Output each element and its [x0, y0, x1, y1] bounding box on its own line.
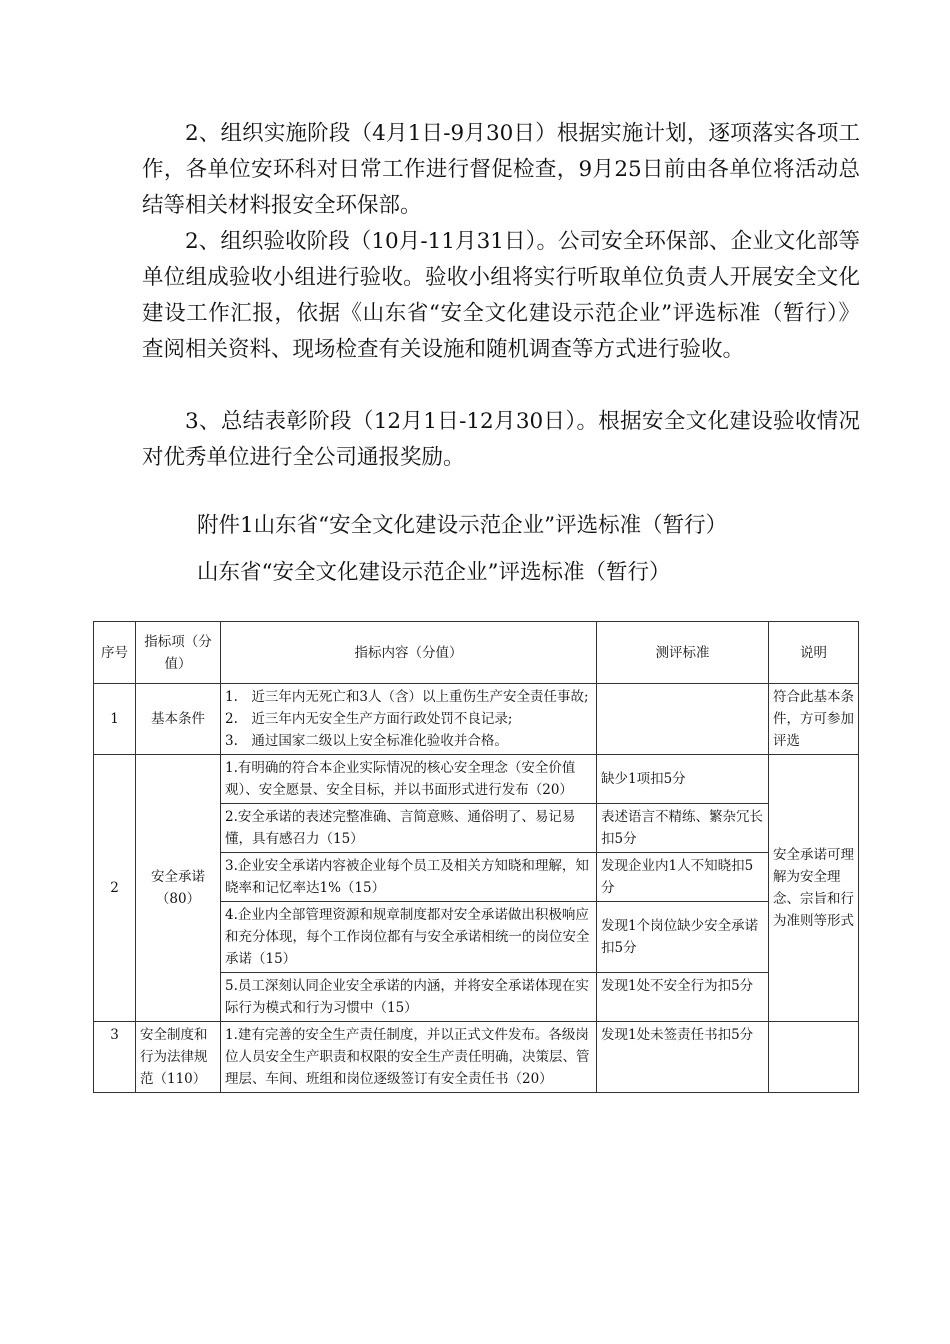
row1-item-2: 2. 近三年内无安全生产方面行政处罚不良记录;: [225, 711, 513, 727]
header-criteria: 测评标准: [597, 622, 769, 684]
row3-indicator: 安全制度和行为法律规范（110）: [136, 1022, 221, 1093]
row2-criteria-4: 发现1个岗位缺少安全承诺扣5分: [597, 902, 769, 973]
paragraph-implementation-stage: 2、组织实施阶段（4月1日-9月30日）根据实施计划，逐项落实各项工作，各单位安环科对日常工作进行督促检查，9月25日前由各单位将活动总结等相关材料报安全环保部。: [142, 121, 860, 218]
row2-no: 2: [94, 755, 136, 1022]
row2-indicator: 安全承诺（80）: [136, 755, 221, 1022]
header-note: 说明: [769, 622, 859, 684]
row1-criteria: [597, 684, 769, 755]
table-row: [94, 755, 859, 804]
paragraph-acceptance-stage: 2、组织验收阶段（10月-11月31日）。公司安全环保部、企业文化部等单位组成验收小组进行验收。验收小组将实行听取单位负责人开展安全文化建设工作汇报，依据《山东省“安全文化建设示范企业”评选标准（暂行）》查阅相关资料、现场检查有关设施和随机调查等方式进行验收。: [142, 229, 860, 362]
table-row: [94, 1022, 859, 1093]
header-no: 序号: [94, 622, 136, 684]
row3-content: 1.建有完善的安全生产责任制度，并以正式文件发布。各级岗位人员安全生产职责和权限的安全生产责任明确，决策层、管理层、车间、班组和岗位逐级签订有安全责任书（20）: [221, 1022, 597, 1093]
row2-criteria-3: 发现企业内1人不知晓扣5分: [597, 853, 769, 902]
criteria-table: [93, 621, 859, 1093]
row2-criteria-1: 缺少1项扣5分: [597, 755, 769, 804]
attachment-heading: 附件1山东省“安全文化建设示范企业”评选标准（暂行）: [197, 513, 728, 538]
table-header-row: [94, 622, 859, 684]
table-title: 山东省“安全文化建设示范企业”评选标准（暂行）: [197, 560, 671, 585]
row1-indicator: 基本条件: [136, 684, 221, 755]
row2-criteria-5: 发现1处不安全行为扣5分: [597, 973, 769, 1022]
table-row: [94, 684, 859, 755]
row2-content-3: 3.企业安全承诺内容被企业每个员工及相关方知晓和理解，知晓率和记忆率达1%（15）: [221, 853, 597, 902]
row3-note: [769, 1022, 859, 1093]
row2-content-2: 2.安全承诺的表述完整准确、言简意赅、通俗明了、易记易懂，具有感召力（15）: [221, 804, 597, 853]
header-indicator: 指标项（分值）: [136, 622, 221, 684]
row2-content-1: 1.有明确的符合本企业实际情况的核心安全理念（安全价值观）、安全愿景、安全目标，并以书面形式进行发布（20）: [221, 755, 597, 804]
row3-no: 3: [94, 1022, 136, 1093]
row3-criteria: 发现1处未签责任书扣5分: [597, 1022, 769, 1093]
row2-content-5: 5.员工深刻认同企业安全承诺的内涵，并将安全承诺体现在实际行为模式和行为习惯中（15）: [221, 973, 597, 1022]
row2-criteria-2: 表述语言不精练、繁杂冗长扣5分: [597, 804, 769, 853]
row2-note: 安全承诺可理解为安全理念、宗旨和行为准则等形式: [769, 755, 859, 1022]
row1-content: [221, 684, 597, 755]
row2-content-4: 4.企业内全部管理资源和规章制度都对安全承诺做出积极响应和充分体现，每个工作岗位都有与安全承诺相统一的岗位安全承诺（15）: [221, 902, 597, 973]
row1-note: 符合此基本条件，方可参加评选: [769, 684, 859, 755]
row1-no: 1: [94, 684, 136, 755]
row1-item-3: 3. 通过国家二级以上安全标准化验收并合格。: [225, 733, 508, 749]
paragraph-summary-stage: 3、总结表彰阶段（12月1日-12月30日）。根据安全文化建设验收情况对优秀单位进行全公司通报奖励。: [142, 409, 860, 470]
row1-item-1: 1. 近三年内无死亡和3人（含）以上重伤生产安全责任事故;: [225, 689, 589, 705]
header-content: 指标内容（分值）: [221, 622, 597, 684]
